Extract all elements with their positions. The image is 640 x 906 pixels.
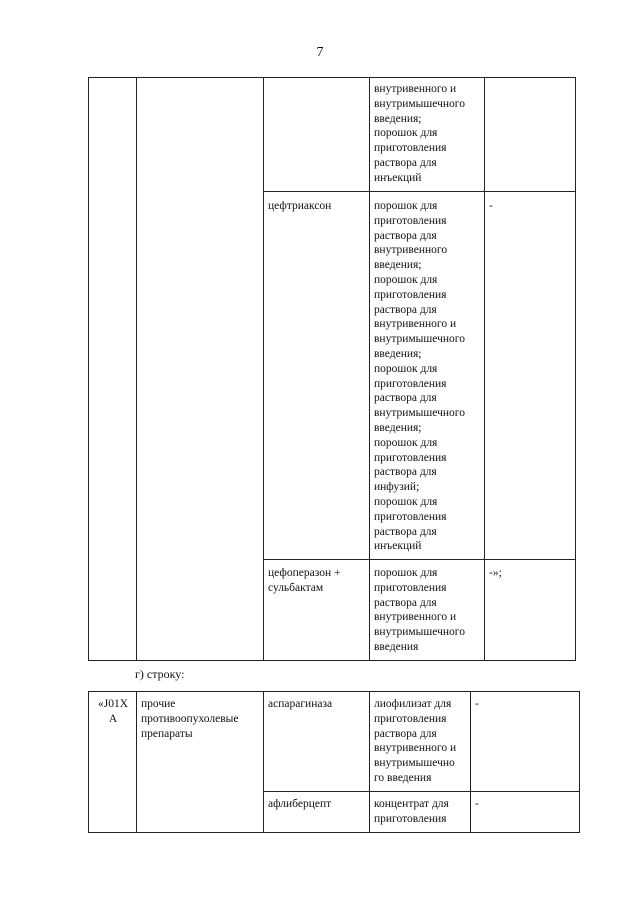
table-cell-form: порошок для приготовления раствора для внутривенного введения; порошок для приготовления раствора для внутривенного и внутримышечного введения; порошок для приготовления раствора для внутримышечного введения; порошок для приготовления раствора для инфузий; порошок для приготовления раствора для инъекций: [374, 200, 465, 553]
table-rule: [263, 559, 576, 560]
table-cell-form: внутривенного и внутримышечного введения; порошок для приготовления раствора для инъекций: [374, 83, 465, 184]
table-cell-extra: -: [475, 798, 479, 810]
table-rule: [575, 77, 576, 661]
table-cell-code: «J01X A: [97, 698, 129, 725]
table-rule: [88, 77, 576, 78]
table-rule: [263, 77, 264, 661]
table-rule: [88, 77, 89, 661]
table-rule: [88, 691, 89, 833]
table-rule: [369, 77, 370, 661]
table-cell-drug: цефтриаксон: [268, 200, 332, 212]
table-rule: [88, 691, 580, 692]
table-cell-form: концентрат для приготовления: [374, 798, 449, 825]
table-cell-group: прочие противоопухолевые препараты: [141, 698, 239, 740]
table-cell-drug: афлиберцепт: [268, 798, 332, 810]
table-rule: [263, 191, 576, 192]
table-cell-drug: цефоперазон + сульбактам: [268, 567, 341, 594]
table-rule: [88, 832, 580, 833]
table-rule: [136, 77, 137, 661]
table-rule: [263, 791, 580, 792]
table-cell-form: лиофилизат для приготовления раствора для внутривенного и внутримышечно го введения: [374, 698, 457, 784]
table-rule: [484, 77, 485, 661]
table-cell-form: порошок для приготовления раствора для внутривенного и внутримышечного введения: [374, 567, 465, 653]
table-rule: [263, 691, 264, 833]
table-rule: [88, 660, 576, 661]
table-cell-extra: -: [489, 200, 493, 212]
page-number: 7: [316, 45, 324, 60]
table-cell-drug: аспарагиназа: [268, 698, 333, 710]
table-rule: [369, 691, 370, 833]
table-rule: [136, 691, 137, 833]
table-cell-extra: -»;: [489, 567, 502, 579]
table-rule: [470, 691, 471, 833]
amendment-intro: г) строку:: [135, 667, 185, 681]
table-rule: [579, 691, 580, 833]
table-cell-extra: -: [475, 698, 479, 710]
